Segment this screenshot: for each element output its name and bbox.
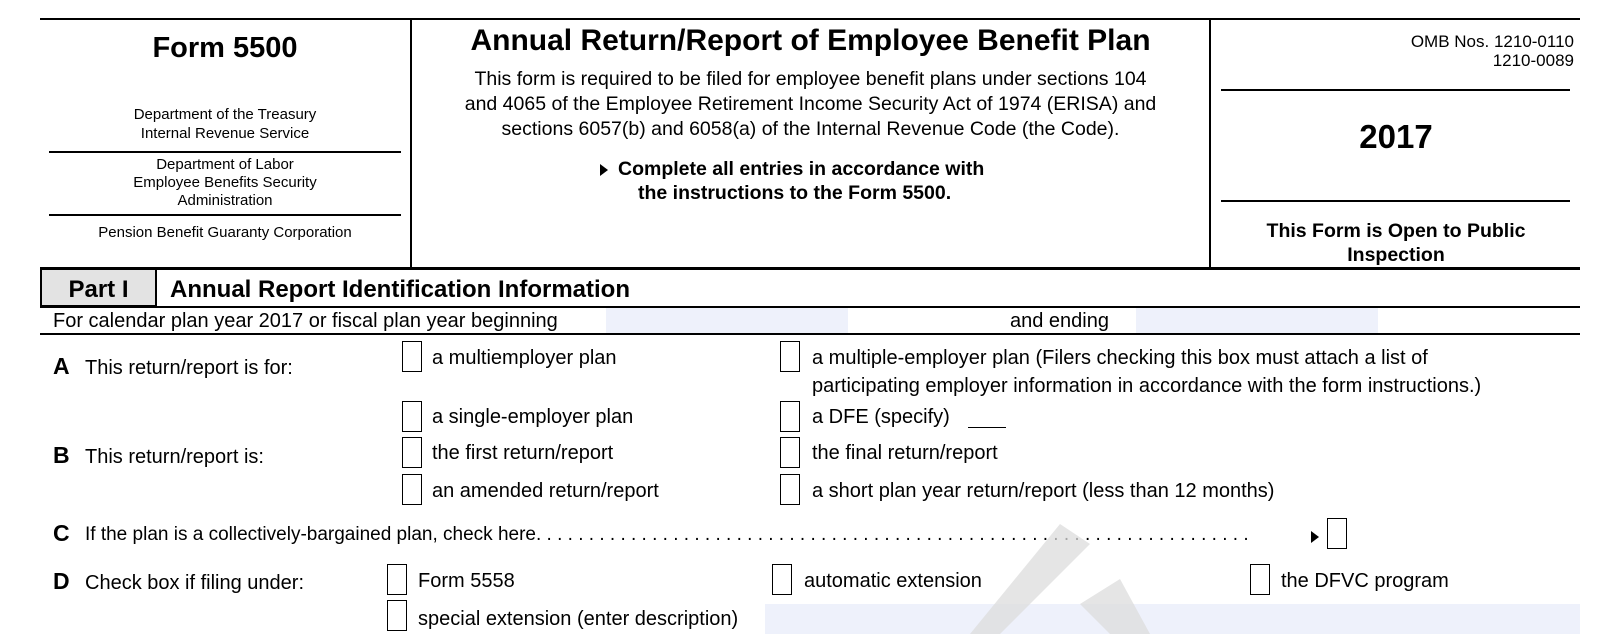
agency-ebsa-line-1: Employee Benefits Security <box>133 174 317 191</box>
plan-year-rule <box>40 333 1580 335</box>
instruction-line-1 <box>600 158 984 181</box>
row-a-label: This return/report is for: <box>85 357 293 379</box>
row-d-letter: D <box>53 568 70 594</box>
agency-labor: Department of Labor <box>156 156 294 173</box>
multiemployer-checkbox[interactable] <box>402 341 422 372</box>
special-extension-checkbox[interactable] <box>387 600 407 631</box>
final-return-checkbox[interactable] <box>780 437 800 468</box>
agency-pbgc: Pension Benefit Guaranty Corporation <box>98 224 352 241</box>
header-top-rule <box>40 18 1580 20</box>
short-plan-year-checkbox[interactable] <box>780 474 800 505</box>
form-description-line-2: and 4065 of the Employee Retirement Income Security Act of 1974 (ERISA) and <box>464 93 1157 115</box>
form-description-line-1: This form is required to be filed for employee benefit plans under sections 104 <box>474 68 1147 90</box>
amended-return-checkbox[interactable] <box>402 474 422 505</box>
agency-rule-2 <box>49 214 401 216</box>
multiemployer-label: a multiemployer plan <box>432 347 617 369</box>
leader-dots: . . . . . . . . . . . . . . . . . . . . . . . . . . . . . . . . . . . . . . . . . . . . . . . . . . . . . . . . . . . . . . . . . . . . <box>535 524 1249 545</box>
dfe-specify-field[interactable] <box>968 404 1006 428</box>
public-inspection-line-1: This Form is Open to Public <box>1266 220 1526 242</box>
automatic-extension-label: automatic extension <box>804 570 982 592</box>
multiple-employer-label-1: a multiple-employer plan (Filers checking this box must attach a list of <box>812 347 1428 369</box>
arrow-right-icon <box>1311 531 1319 543</box>
collective-bargained-text: If the plan is a collectively-bargained plan, check here <box>85 524 536 545</box>
single-employer-checkbox[interactable] <box>402 401 422 432</box>
form-5558-checkbox[interactable] <box>387 564 407 595</box>
agency-treasury: Department of the Treasury <box>133 106 317 123</box>
multiple-employer-label-2: participating employer information in accordance with the form instructions.) <box>812 375 1482 397</box>
dfe-label: a DFE (specify) <box>812 406 950 428</box>
agency-ebsa-line-2: Administration <box>177 192 273 209</box>
row-b-label: This return/report is: <box>85 446 264 468</box>
year-rule <box>1221 200 1570 202</box>
and-ending-label: and ending <box>1010 310 1109 332</box>
amended-return-label: an amended return/report <box>432 480 659 502</box>
form-title: Annual Return/Report of Employee Benefit Plan <box>470 24 1151 57</box>
plan-year-label: For calendar plan year 2017 or fiscal plan year beginning <box>53 310 558 332</box>
form-description-line-3: sections 6057(b) and 6058(a) of the Internal Revenue Code (the Code). <box>501 118 1120 140</box>
first-return-label: the first return/report <box>432 442 614 464</box>
instruction-line-2: the instructions to the Form 5500. <box>638 182 952 204</box>
instruction-text-1: Complete all entries in accordance with <box>618 158 985 180</box>
plan-year-begin-field[interactable] <box>606 308 848 333</box>
row-b-letter: B <box>53 442 70 468</box>
part-title: Annual Report Identification Information <box>170 276 630 303</box>
single-employer-label: a single-employer plan <box>432 406 634 428</box>
row-d-label: Check box if filing under: <box>85 572 305 594</box>
omb-rule <box>1221 89 1570 91</box>
collectively-bargained-checkbox[interactable] <box>1327 518 1347 549</box>
form-name: Form 5500 <box>152 32 298 64</box>
form-5558-label: Form 5558 <box>418 570 515 592</box>
omb-number-2: 1210-0089 <box>1492 51 1574 70</box>
header-divider-left <box>410 18 412 269</box>
tax-year: 2017 <box>1359 118 1433 155</box>
final-return-label: the final return/report <box>812 442 998 464</box>
agency-rule-1 <box>49 151 401 153</box>
multiple-employer-checkbox[interactable] <box>780 341 800 372</box>
row-c-letter: C <box>53 520 70 546</box>
header-bottom-rule <box>40 267 1580 270</box>
omb-number-1: OMB Nos. 1210-0110 <box>1410 32 1574 51</box>
dfe-checkbox[interactable] <box>780 401 800 432</box>
agency-irs: Internal Revenue Service <box>140 125 310 142</box>
automatic-extension-checkbox[interactable] <box>772 564 792 595</box>
special-extension-label: special extension (enter description) <box>418 608 739 630</box>
short-plan-year-label: a short plan year return/report (less than 12 months) <box>812 480 1275 502</box>
dfvc-program-label: the DFVC program <box>1281 570 1449 592</box>
header-divider-right <box>1209 18 1211 269</box>
draft-watermark <box>960 524 1260 634</box>
part-label: Part I <box>68 276 129 303</box>
plan-year-end-field[interactable] <box>1136 308 1378 333</box>
public-inspection-line-2: Inspection <box>1347 244 1445 266</box>
first-return-checkbox[interactable] <box>402 437 422 468</box>
row-a-letter: A <box>53 353 70 379</box>
arrow-right-icon <box>600 164 608 176</box>
